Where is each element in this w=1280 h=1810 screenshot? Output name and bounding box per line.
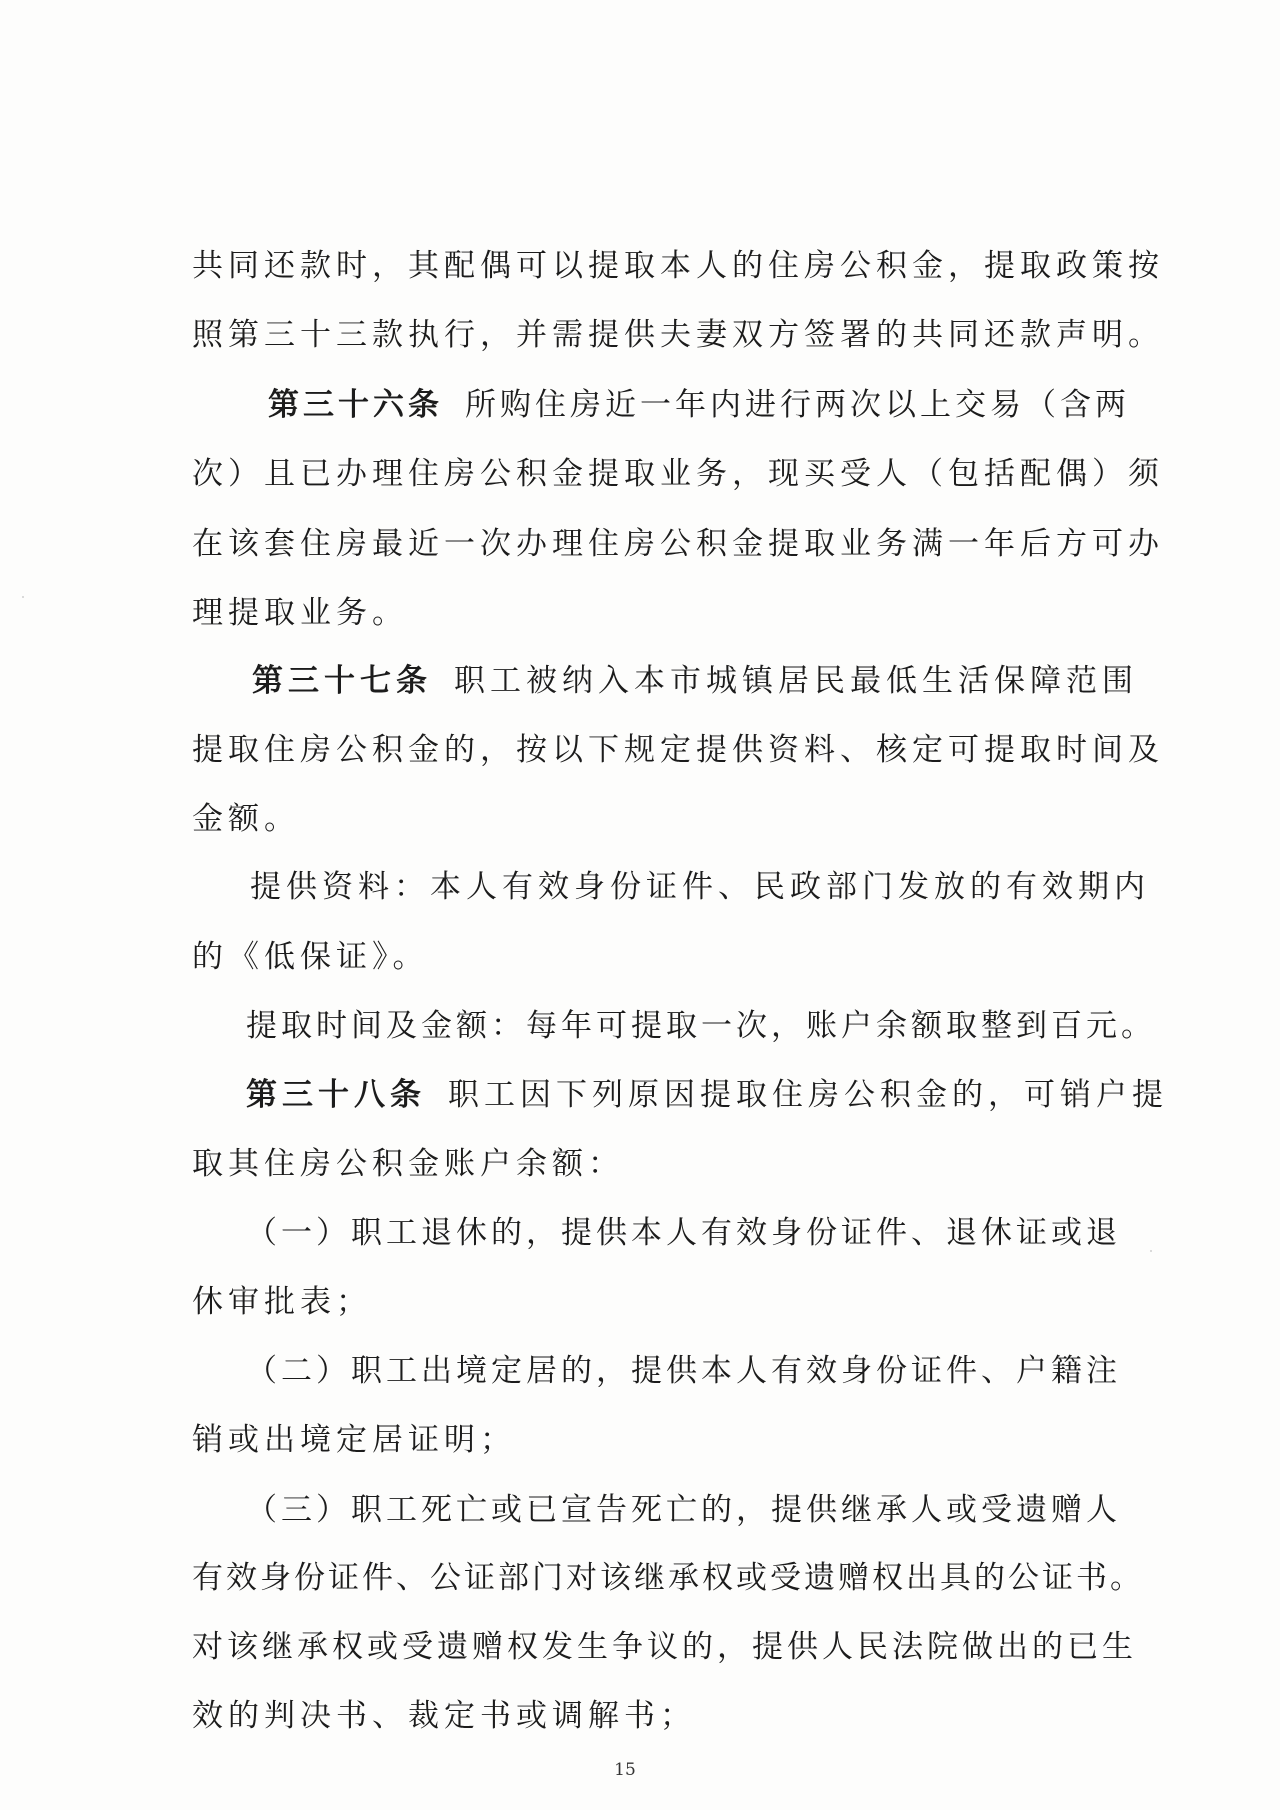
- line-text: 取其住房公积金账户余额：: [192, 1146, 624, 1182]
- article-heading: 第三十七条: [252, 663, 432, 699]
- text-line: [192, 246, 1164, 286]
- text-line: [192, 593, 1092, 633]
- text-line: [192, 1282, 1092, 1322]
- text-line: [246, 1213, 1121, 1253]
- text-line: [192, 454, 1164, 494]
- page-number: 15: [614, 1760, 636, 1780]
- line-text: 在该套住房最近一次办理住房公积金提取业务满一年后方可办: [192, 526, 1164, 562]
- text-line: [268, 385, 1130, 425]
- text-line: [192, 315, 1164, 355]
- line-text: 有效身份证件、公证部门对该继承权或受遗赠权出具的公证书。: [192, 1560, 1144, 1596]
- text-line: [246, 1075, 1168, 1115]
- line-text: 次）且已办理住房公积金提取业务，现买受人（包括配偶）须: [192, 456, 1164, 492]
- text-line: [192, 1420, 1092, 1460]
- line-text: 的《低保证》。: [192, 939, 429, 975]
- line-text: 职工因下列原因提取住房公积金的，可销户提: [448, 1077, 1168, 1113]
- text-line: [252, 661, 1138, 701]
- line-text: 理提取业务。: [192, 595, 408, 631]
- text-line: [192, 1627, 1137, 1667]
- text-line: [192, 799, 1092, 839]
- line-text: 提取住房公积金的，按以下规定提供资料、核定可提取时间及: [192, 732, 1164, 768]
- text-line: [192, 730, 1164, 770]
- line-text: 对该继承权或受遗赠权发生争议的，提供人民法院做出的已生: [192, 1629, 1137, 1665]
- text-line: [192, 1696, 1092, 1736]
- text-line: [246, 1490, 1121, 1530]
- text-line: [192, 1558, 1144, 1598]
- line-text: 共同还款时，其配偶可以提取本人的住房公积金，提取政策按: [192, 248, 1164, 284]
- line-text: （二）职工出境定居的，提供本人有效身份证件、户籍注: [246, 1353, 1121, 1389]
- text-line: [192, 524, 1164, 564]
- line-text: 提供资料：本人有效身份证件、民政部门发放的有效期内: [250, 869, 1150, 905]
- line-text: （一）职工退休的，提供本人有效身份证件、退休证或退: [246, 1215, 1121, 1251]
- text-line: [246, 1351, 1121, 1391]
- line-text: 效的判决书、裁定书或调解书；: [192, 1698, 696, 1734]
- scan-speck: [1150, 1250, 1152, 1252]
- line-text: 照第三十三款执行，并需提供夫妻双方签署的共同还款声明。: [192, 317, 1164, 353]
- text-line: [192, 1144, 1092, 1184]
- scan-speck: [22, 596, 24, 598]
- line-text: 所购住房近一年内进行两次以上交易（含两: [465, 387, 1130, 423]
- article-heading: 第三十六条: [268, 387, 443, 423]
- line-text: 金额。: [192, 801, 300, 837]
- text-line: [250, 867, 1150, 907]
- line-text: 休审批表；: [192, 1284, 372, 1320]
- text-line: [192, 937, 1092, 977]
- line-text: 销或出境定居证明；: [192, 1422, 516, 1458]
- line-text: 职工被纳入本市城镇居民最低生活保障范围: [454, 663, 1138, 699]
- article-heading: 第三十八条: [246, 1077, 426, 1113]
- line-text: （三）职工死亡或已宣告死亡的，提供继承人或受遗赠人: [246, 1492, 1121, 1528]
- text-line: [246, 1006, 1156, 1046]
- line-text: 提取时间及金额：每年可提取一次，账户余额取整到百元。: [246, 1008, 1156, 1044]
